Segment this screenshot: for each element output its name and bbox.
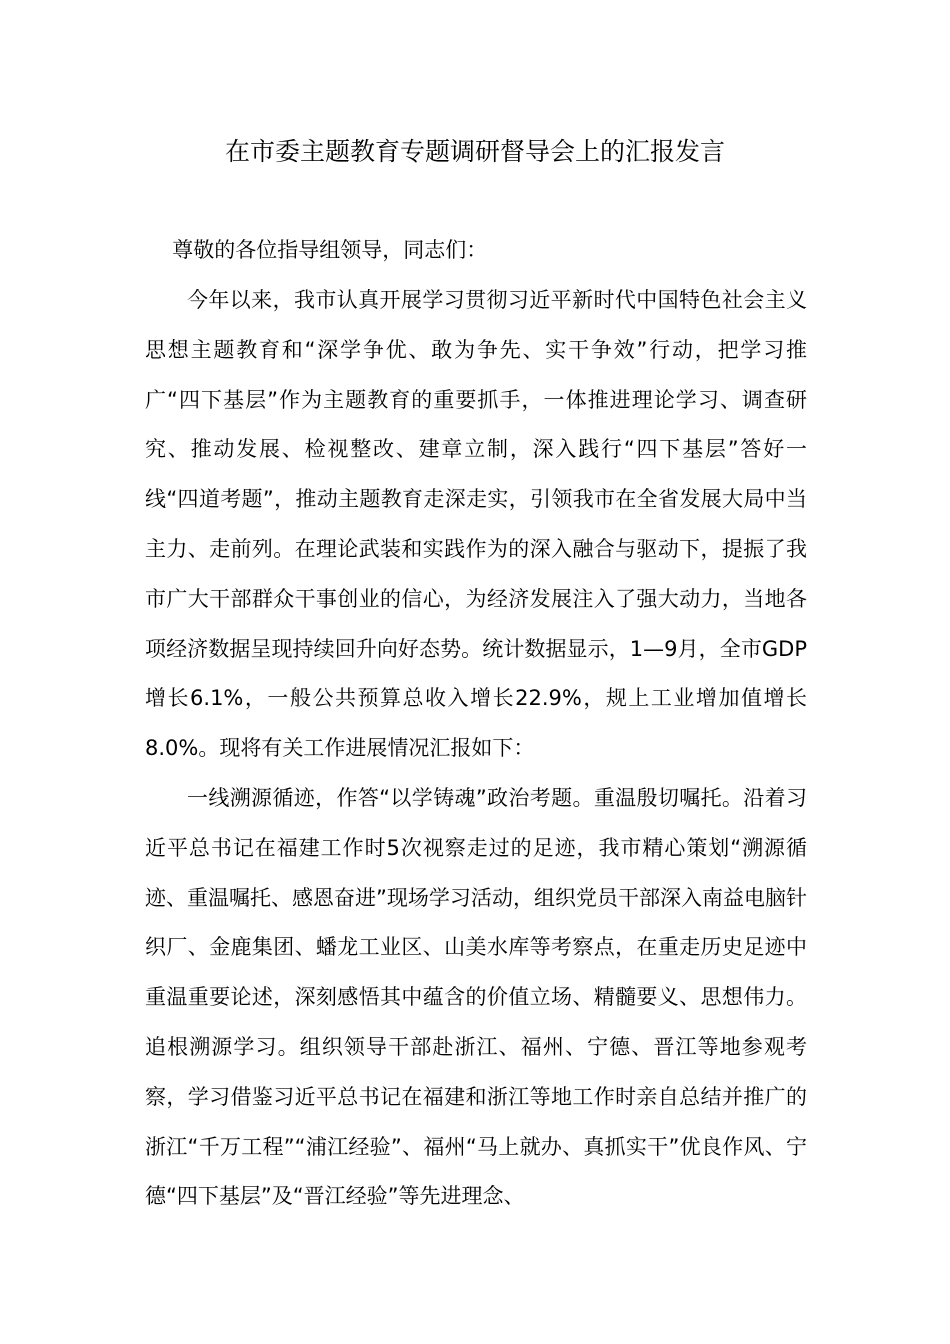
paragraph-2: 一线溯源循迹，作答“以学铸魂”政治考题。重温殷切嘱托。沿着习近平总书记在福建工作时5次视察走过的足迹，我市精心策划“溯源循迹、重温嘱托、感恩奋进”现场学习活动，组织党员干部深入南益电脑针织厂、金鹿集团、蟠龙工业区、山美水库等考察点，在重走历史足迹中重温重要论述，深刻感悟其中蕴含的价值立场、精髓要义、思想伟力。追根溯源学习。组织领导干部赴浙江、福州、宁德、晋江等地参观考察，学习借鉴习近平总书记在福建和浙江等地工作时亲自总结并推广的浙江“千万工程”“浦江经验”、福州“马上就办、真抓实干”优良作风、宁德“四下基层”及“晋江经验”等先进理念、 [145, 786, 807, 1209]
greeting-line: 尊敬的各位指导组领导，同志们： [172, 238, 488, 262]
document-title: 在市委主题教育专题调研督导会上的汇报发言 [224, 137, 725, 166]
paragraph-1: 今年以来，我市认真开展学习贯彻习近平新时代中国特色社会主义思想主题教育和“深学争优、敢为争先、实干争效”行动，把学习推广“四下基层”作为主题教育的重要抓手，一体推进理论学习、调查研究、推动发展、检视整改、建章立制，深入践行“四下基层”答好一线“四道考题”，推动主题教育走深走实，引领我市在全省发展大局中当主力、走前列。在理论武装和实践作为的深入融合与驱动下，提振了我市广大干部群众干事创业的信心，为经济发展注入了强大动力，当地各项经济数据呈现持续回升向好态势。统计数据显示，1—9月，全市GDP增长6.1%，一般公共预算总收入增长22.9%，规上工业增加值增长8.0%。现将有关工作进展情况汇报如下： [145, 288, 807, 761]
